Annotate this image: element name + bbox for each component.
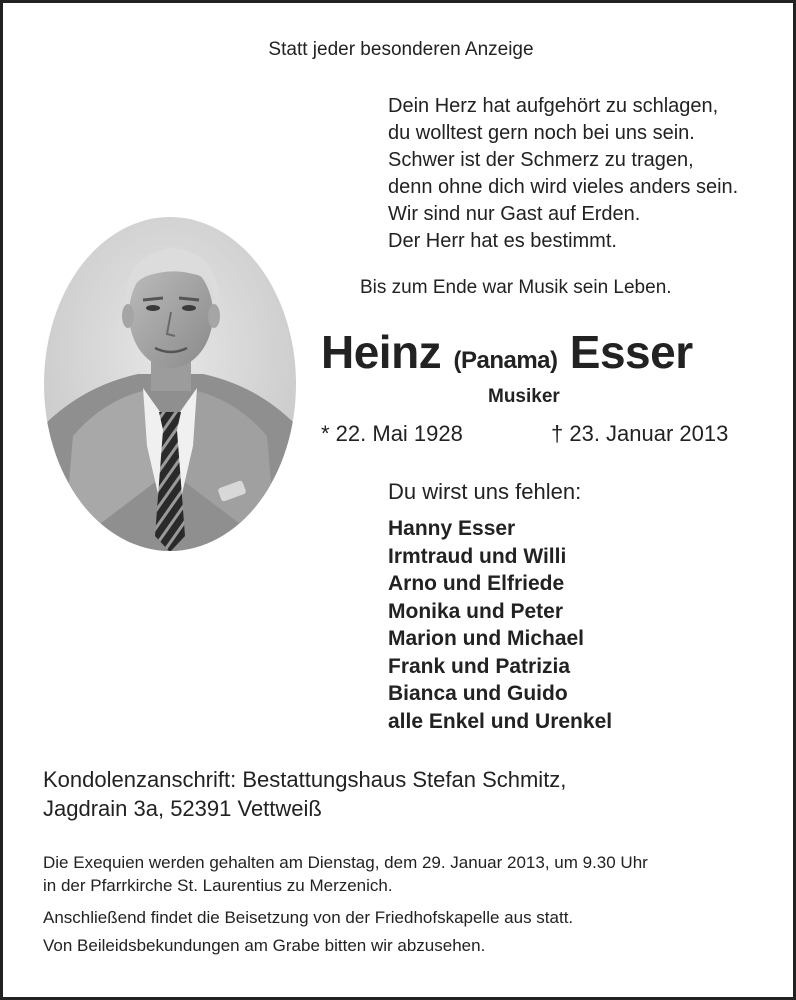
last-name: Esser — [569, 326, 693, 378]
mourner-item: Frank und Patrizia — [388, 654, 571, 678]
birth-date: * 22. Mai 1928 — [321, 421, 463, 446]
motto: Bis zum Ende war Musik sein Leben. — [360, 277, 672, 298]
mourner-item: Monika und Peter — [388, 599, 564, 623]
mourners-list — [388, 515, 612, 735]
poem-stanza-2 — [388, 201, 640, 255]
portrait-photo — [43, 216, 297, 552]
mourner-item: Marion und Michael — [388, 627, 585, 650]
poem-line: Schwer ist der Schmerz zu tragen, — [388, 149, 694, 171]
nickname: (Panama) — [453, 347, 558, 374]
mourner-item: Hanny Esser — [388, 517, 516, 540]
address-line: Jagdrain 3a, 52391 Vettweiß — [43, 796, 322, 821]
death-date: † 23. Januar 2013 — [551, 421, 729, 446]
profession: Musiker — [488, 386, 560, 407]
mourner-item: Irmtraud und Willi — [388, 544, 567, 568]
address-line: Kondolenzanschrift: Bestattungshaus Stefan Schmitz, — [43, 767, 567, 792]
condolence-address — [43, 765, 566, 823]
poem-line: Wir sind nur Gast auf Erden. — [388, 203, 641, 225]
poem-line: denn ohne dich wird vieles anders sein. — [388, 176, 739, 198]
condolence-note: Von Beileidsbekundungen am Grabe bitten wir abzusehen. — [43, 936, 486, 955]
header-line: Statt jeder besonderen Anzeige — [268, 39, 534, 60]
poem-stanza-1 — [388, 93, 738, 201]
poem-line: du wolltest gern noch bei uns sein. — [388, 122, 695, 144]
deceased-name — [321, 325, 693, 379]
poem-line: Der Herr hat es bestimmt. — [388, 230, 617, 252]
mourner-item: alle Enkel und Urenkel — [388, 709, 613, 733]
mourners-intro: Du wirst uns fehlen: — [388, 479, 582, 504]
service-line: Die Exequien werden gehalten am Dienstag, dem 29. Januar 2013, um 9.30 Uhr — [43, 853, 648, 872]
service-line: in der Pfarrkirche St. Laurentius zu Merzenich. — [43, 876, 393, 895]
first-name: Heinz — [321, 326, 442, 378]
mourner-item: Arno und Elfriede — [388, 572, 565, 595]
burial-info: Anschließend findet die Beisetzung von der Friedhofskapelle aus statt. — [43, 908, 574, 927]
poem-line: Dein Herz hat aufgehört zu schlagen, — [388, 95, 719, 117]
exequies-info — [43, 851, 648, 897]
mourner-item: Bianca und Guido — [388, 682, 568, 705]
